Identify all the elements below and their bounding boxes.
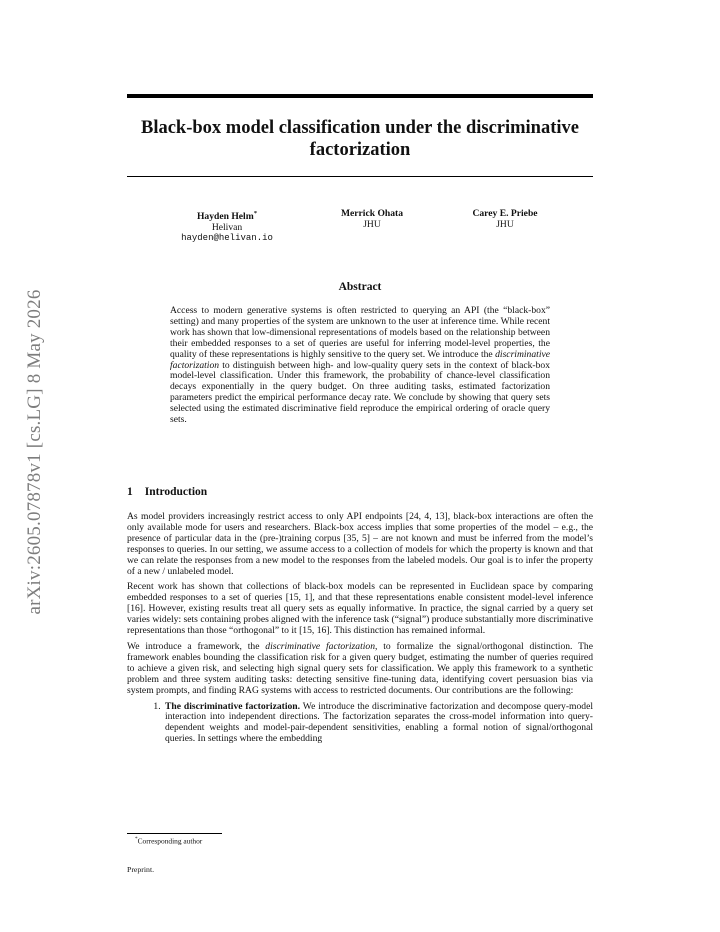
arxiv-identifier: arXiv:2605.07878v1 [cs.LG] 8 May 2026 (24, 289, 45, 615)
author-affiliation: Helivan (211, 222, 243, 234)
list-item-text: We introduce the discriminative factorization and decompose query-model interaction into independent directions. The factorization separates the cross-model information into query-dependent weights and model-pair-dependent sensitivities, enabling a formal notion of signal/orthogonal queries. In settings where the embedding (165, 700, 593, 745)
author-name: Merrick Ohata (340, 208, 404, 219)
list-item-label: The discriminative factorization. (165, 700, 301, 712)
contributions-list (127, 702, 593, 746)
paragraph-1: As model providers increasingly restrict access to only API endpoints [24, 4, 13], black-box interactions are often the only available mode for users and researchers. Black-box access implies that some properties of the model – e.g., the presence of particular data in the (pre-)training corpus [35, 5] – are not known and must be inferred from the model’s responses to queries. In our setting, we assume access to a collection of models for which the property is known and that we can relate the responses from a new model to the responses from the labeled models. Our goal is to infer the property of a new / unlabeled model. (127, 511, 593, 577)
paragraph-3: We introduce a framework, the discriminative factorization, to formalize the signal/orthogonal distinction. The framework enables bounding the classification risk for a given query budget, estimating the number of queries required to achieve a given risk, and selecting high signal query sets for classification. We apply this framework to a synthetic problem and three system auditing tasks: detecting sensitive fine-tuning data, identifying covert persuasion bias via system prompts, and finding RAG systems with access to restricted documents. Our contributions are the following: (127, 640, 593, 696)
list-item (163, 702, 593, 746)
abstract-heading: Abstract (338, 281, 382, 293)
section-title: Introduction (144, 486, 208, 498)
author-affiliation: JHU (363, 219, 381, 230)
author-affiliation: JHU (496, 219, 514, 230)
author-2 (312, 208, 432, 230)
section-heading (127, 486, 593, 498)
footnote-rule (127, 833, 222, 834)
paragraph-2: Recent work has shown that collections of black-box models can be represented in Euclidean space by comparing embedded responses to a set of queries [15, 1], and that these representations enable consistent model-level inference [16]. However, existing results treat all query sets as equally informative. In practice, the signal carried by a query set varies widely: sets containing probes aligned with the inference task (“signal”) produce substantially more discriminative representations than those “orthogonal” to it [15, 16]. This distinction has remained informal. (127, 581, 593, 637)
author-1 (162, 208, 292, 244)
title-bottom-rule (127, 176, 593, 177)
preprint-label: Preprint. (127, 865, 155, 874)
title-top-rule (127, 94, 593, 98)
footnote: *Corresponding author (135, 836, 203, 846)
author-email: hayden@helivan.io (181, 233, 273, 244)
section-body (127, 512, 593, 745)
section-number: 1 (127, 486, 133, 498)
author-name: Carey E. Priebe (472, 208, 538, 219)
abstract-text: Access to modern generative systems is often restricted to querying an API (the “black-box” setting) and many properties of the system are unknown to the user at inference time. While recent work has shown that low-dimensional representations of models based on the relationship between their embedded responses to a set of queries are useful for inferring model-level properties, the quality of these representations is highly sensitive to the query set. We introduce the discriminative factorization to distinguish between high- and low-quality query sets in the context of black-box model-level classification. Under this framework, the probability of chance-level classification decays exponentially in the query budget. On three auditing tasks, estimated factorization parameters predict the empirical performance decay rate. We conclude by showing that query sets selected using the estimated discriminative field reproduce the empirical ordering of oracle query sets. (170, 305, 550, 426)
paper-title: Black-box model classification under the discriminative factorization (140, 118, 579, 160)
arxiv-identifier-sidebar (20, 252, 50, 652)
author-name: Hayden Helm* (196, 210, 258, 223)
author-3 (445, 208, 565, 230)
